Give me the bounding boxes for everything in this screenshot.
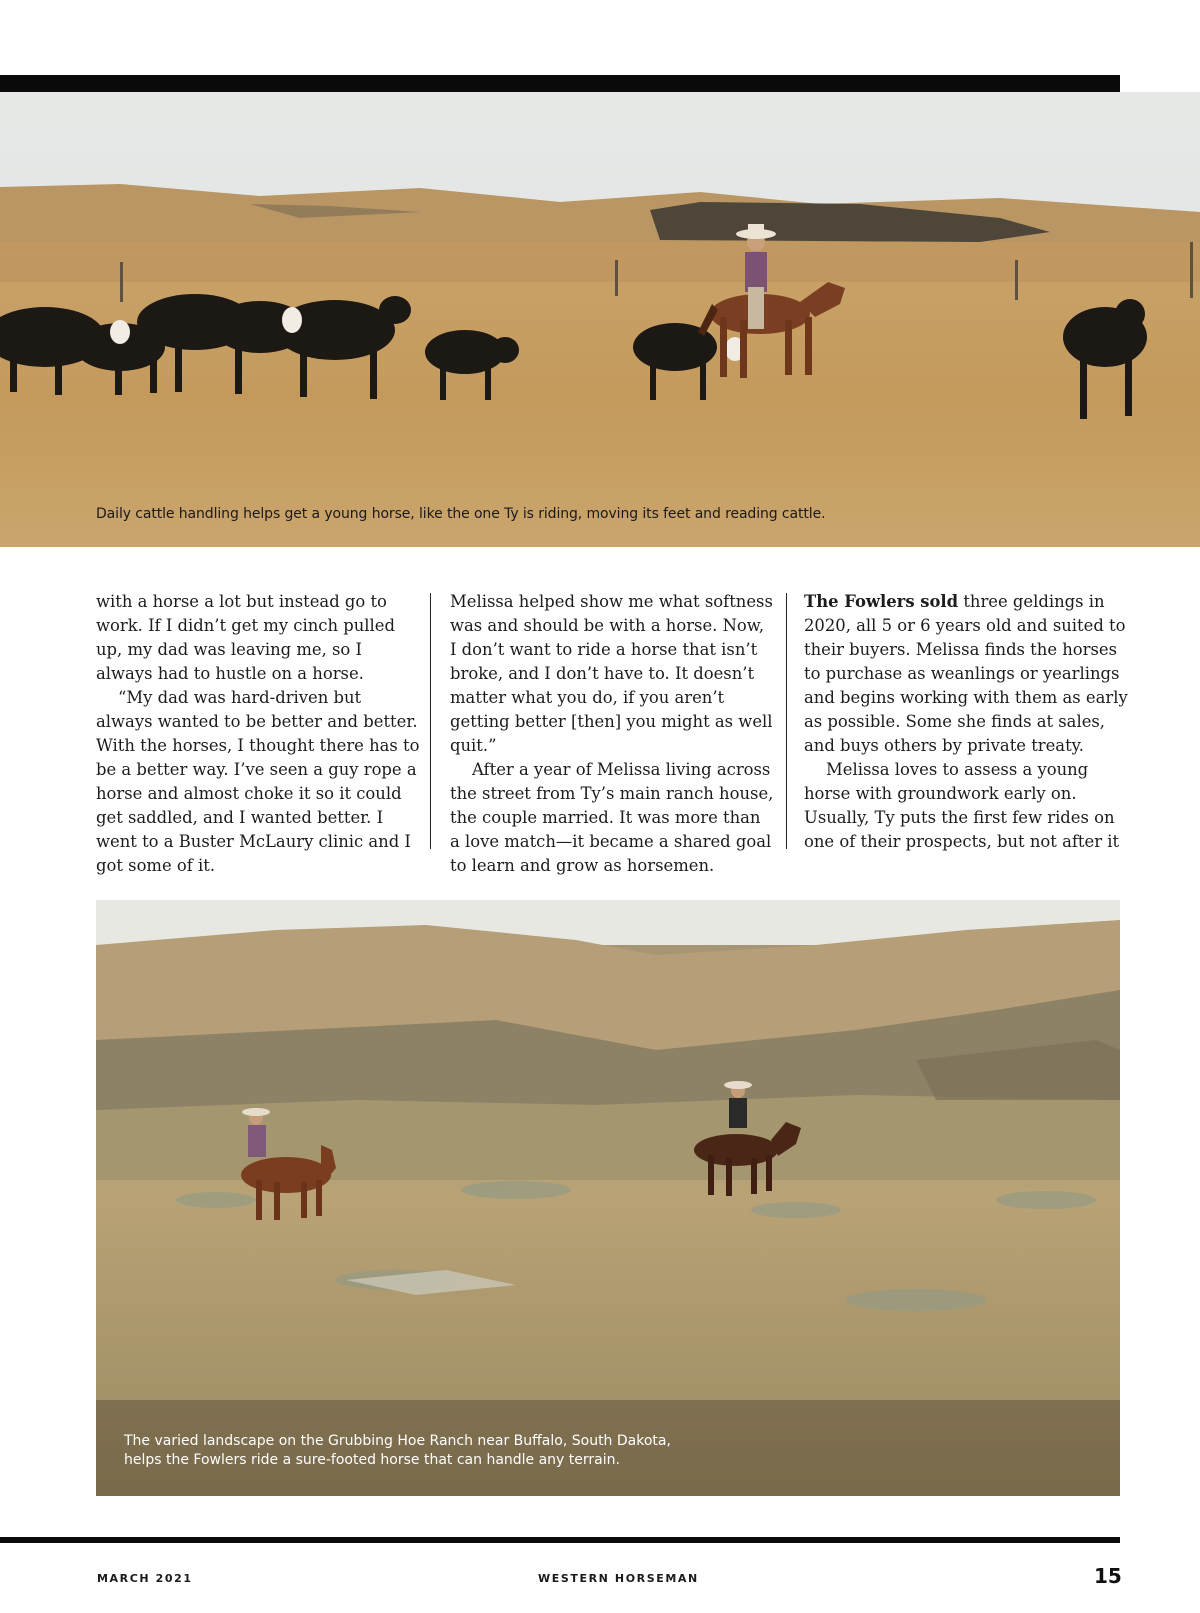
article-column-3 xyxy=(804,590,1129,854)
riders-landscape-photo xyxy=(96,900,1120,1496)
column-2-paragraph-2: After a year of Melissa living across the street from Ty’s main ranch house, the couple married. It was more than a love match—it became a shared goal to learn and grow as horsemen. xyxy=(450,760,774,875)
issue-date: MARCH 2021 xyxy=(97,1572,193,1585)
bottom-caption-line-2: helps the Fowlers ride a sure-footed horse that can handle any terrain. xyxy=(124,1452,620,1468)
column-1-paragraph-2: “My dad was hard-driven but always wanted to be better and better. With the horses, I thought there has to be a better way. I’ve seen a guy rope a horse and almost choke it so it could get saddled, and I wanted better. I went to a Buster McLaury clinic and I got some of it. xyxy=(96,688,420,875)
bottom-caption-line-1: The varied landscape on the Grubbing Hoe Ranch near Buffalo, South Dakota, xyxy=(124,1433,671,1449)
footer-rule xyxy=(0,1537,1120,1543)
magazine-name: WESTERN HORSEMAN xyxy=(538,1572,699,1585)
column-divider-2 xyxy=(786,593,787,849)
cattle-photo xyxy=(0,92,1200,547)
column-1-paragraph-1: with a horse a lot but instead go to work. If I didn’t get my cinch pulled up, my dad was leaving me, so I always had to hustle on a horse. xyxy=(96,592,395,683)
top-photo-caption: Daily cattle handling helps get a young horse, like the one Ty is riding, moving its feet and reading cattle. xyxy=(96,506,826,522)
article-column-2 xyxy=(450,590,775,878)
section-lead-in: The Fowlers sold xyxy=(804,592,959,611)
column-3-paragraph-1 xyxy=(804,590,1129,758)
page-number: 15 xyxy=(1094,1564,1122,1588)
bottom-photo-caption xyxy=(124,1432,744,1470)
header-rule-thick xyxy=(0,75,1120,92)
column-divider-1 xyxy=(430,593,431,849)
column-3-paragraph-1-text: three geldings in 2020, all 5 or 6 years old and suited to their buyers. Melissa finds the horses to purchase as weanlings or yearlings and begins working with them as early as possible. Some she finds at sales, and buys others by private treaty. xyxy=(804,592,1128,755)
column-2-paragraph-1: Melissa helped show me what softness was and should be with a horse. Now, I don’t want to ride a horse that isn’t broke, and I don’t have to. It doesn’t matter what you do, if you aren’t getting better [then] you might as well quit.” xyxy=(450,592,773,755)
article-column-1 xyxy=(96,590,421,878)
column-3-paragraph-2: Melissa loves to assess a young horse with groundwork early on. Usually, Ty puts the first few rides on one of their prospects, but not after it xyxy=(804,760,1120,851)
